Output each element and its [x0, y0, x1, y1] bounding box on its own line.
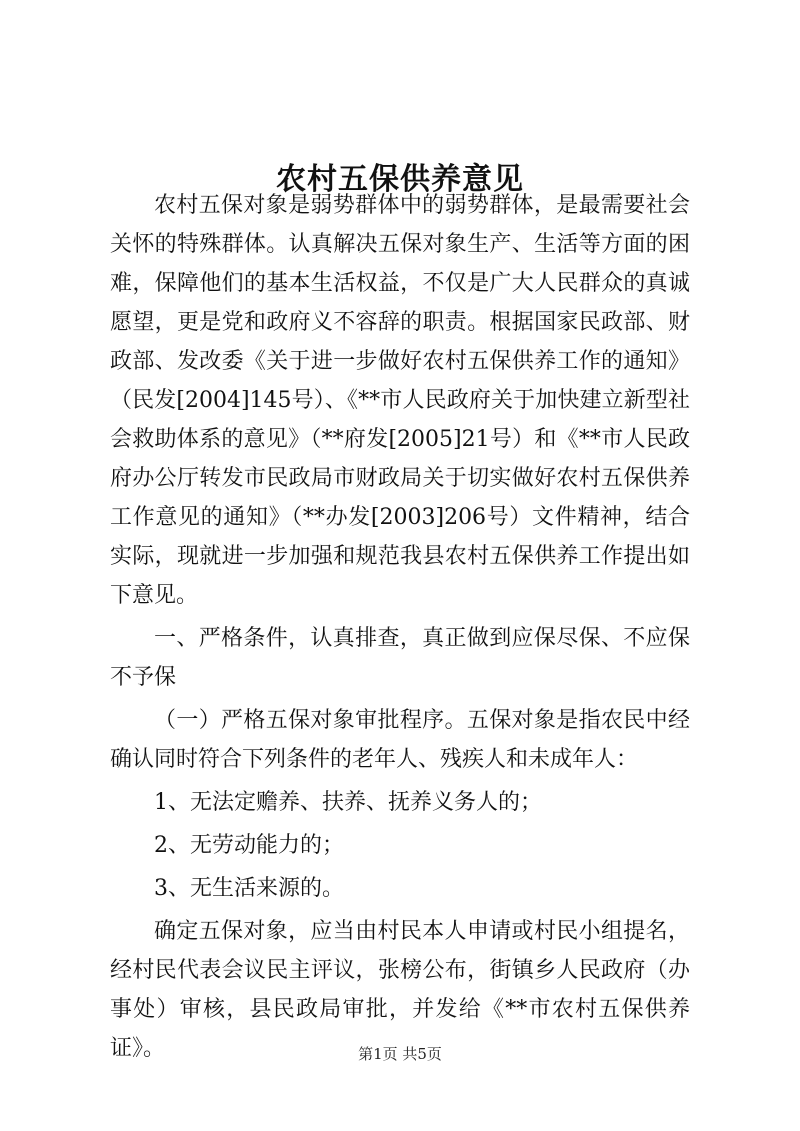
document-body	[110, 186, 690, 1068]
condition-item-3: 3、无生活来源的。	[154, 876, 344, 901]
condition-item-2: 2、无劳动能力的；	[154, 833, 344, 858]
subsection-paragraph-1: （一）严格五保对象审批程序。五保对象是指农民中经确认同时符合下列条件的老年人、残疾人和未成年人：	[110, 708, 690, 772]
document-title: 农村五保供养意见	[276, 162, 524, 198]
section-heading-1: 一、严格条件，认真排查，真正做到应保尽保、不应保不予保	[110, 626, 690, 690]
page-number-footer: 第1页 共5页	[358, 1045, 442, 1063]
intro-paragraph: 农村五保对象是弱势群体中的弱势群体，是最需要社会关怀的特殊群体。认真解决五保对象生产、生活等方面的困难，保障他们的基本生活权益，不仅是广大人民群众的真诚愿望，更是党和政府义不容辞的职责。根据国家民政部、财政部、发改委《关于进一步做好农村五保供养工作的通知》（民发[2004]145号）、《**市人民政府关于加快建立新型社会救助体系的意见》（**府发[2005]21号）和《**市人民政府办公厅转发市民政局市财政局关于切实做好农村五保供养工作意见的通知》（**办发[2003]206号）文件精神，结合实际，现就进一步加强和规范我县农村五保供养工作提出如下意见。	[110, 193, 690, 608]
approval-procedure-paragraph: 确定五保对象，应当由村民本人申请或村民小组提名，经村民代表会议民主评议，张榜公布，街镇乡人民政府（办事处）审核，县民政局审批，并发给《**市农村五保供养证》。	[110, 919, 690, 1061]
condition-item-1: 1、无法定赡养、扶养、抚养义务人的；	[154, 790, 542, 815]
